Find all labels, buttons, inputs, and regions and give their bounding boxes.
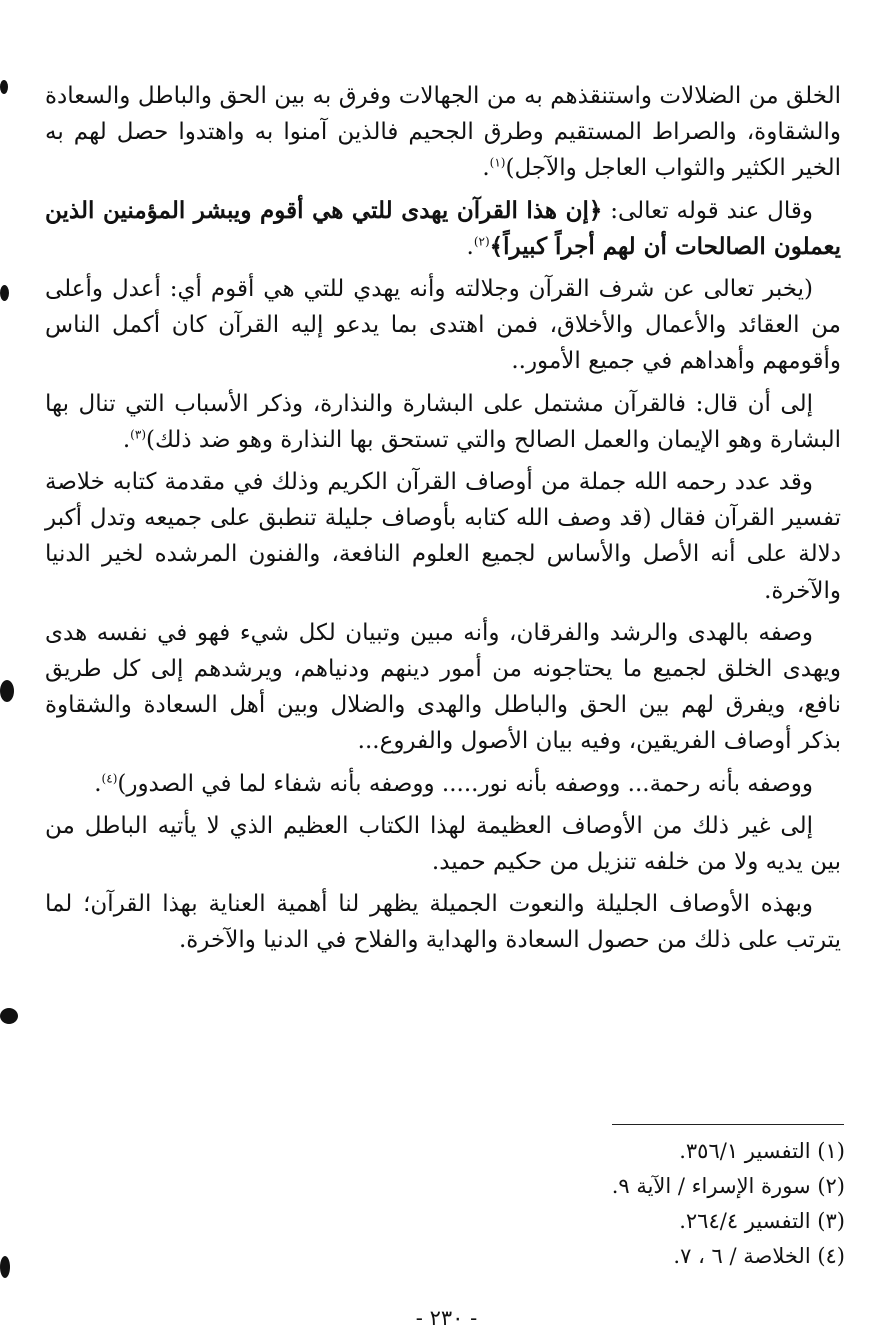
footnote-3: (٣) التفسير ٢٦٤/٤. — [679, 1209, 845, 1233]
footnotes — [345, 1134, 845, 1274]
scan-mark — [0, 285, 9, 301]
paragraph-5 — [45, 464, 841, 609]
paragraph-6 — [45, 615, 841, 760]
paragraph-8 — [45, 808, 841, 880]
scan-mark — [0, 1256, 10, 1278]
paragraph-text: (يخبر تعالى عن شرف القرآن وجلالته وأنه يهدي للتي هي أقوم أي: أعدل وأعلى من العقائد والأعمال والأخلاق، فمن اهتدى بما يدعو إليه القرآن كان أكمل الناس وأقومهم وأهداهم في جميع الأمور.. — [45, 276, 841, 375]
paragraph-text: وقال عند قوله تعالى: — [602, 197, 814, 224]
footnote-ref: (٤) — [101, 771, 118, 785]
paragraph-tail: . — [482, 155, 490, 182]
paragraph-text: إلى أن قال: فالقرآن مشتمل على البشارة والنذارة، وذكر الأسباب التي تنال بها البشارة وهو الإيمان والعمل الصالح والتي تستحق بها النذارة وهو ضد ذلك) — [45, 390, 841, 453]
scan-mark — [0, 80, 8, 94]
footnote-1: (١) التفسير ٣٥٦/١. — [679, 1139, 845, 1163]
paragraph-text: إلى غير ذلك من الأوصاف العظيمة لهذا الكتاب العظيم الذي لا يأتيه الباطل من بين يديه ولا من خلفه تنزيل من حكيم حميد. — [45, 812, 841, 876]
paragraph-text: وصفه بالهدى والرشد والفرقان، وأنه مبين وتبيان لكل شيء فهو في نفسه هدى ويهدى الخلق لجميع ما يحتاجونه من أمور دينهم ودنياهم، ويرشدهم إلى كل طريق نافع، ويفرق لهم بين الحق والباطل والهدى والضلال وبين أهل السعادة والشقاوة بذكر أوصاف الفريقين، وفيه بيان الأصول والفروع... — [45, 619, 841, 755]
paragraph-text: وبهذه الأوصاف الجليلة والنعوت الجميلة يظهر لنا أهمية العناية بهذا القرآن؛ لما يترتب على ذلك من حصول السعادة والهداية والفلاح في الدنيا والآخرة. — [45, 891, 841, 954]
footnote-2: (٢) سورة الإسراء / الآية ٩. — [611, 1174, 845, 1198]
body-text — [45, 78, 841, 965]
paragraph-3 — [45, 271, 841, 380]
paragraph-tail: . — [94, 770, 102, 797]
paragraph-9 — [45, 886, 841, 958]
footnote-ref: (٣) — [130, 427, 146, 442]
page-number: - ٢٣٠ - — [415, 1306, 478, 1330]
paragraph-tail: . — [466, 233, 474, 260]
paragraph-text: ووصفه بأنه رحمة... ووصفه بأنه نور..... ووصفه بأنه شفاء لما في الصدور) — [117, 770, 813, 797]
footnote-divider — [612, 1124, 844, 1125]
paragraph-text: وقد عدد رحمه الله جملة من أوصاف القرآن الكريم وذلك في مقدمة كتابه خلاصة تفسير القرآن فقال (قد وصف الله كتابه بأوصاف جليلة تنطبق على جميعه وتدل أكبر دلالة على أنه الأصل والأساس لجميع العلوم النافعة، والفنون المرشده لخير الدنيا والآخرة. — [45, 469, 841, 604]
scan-mark — [0, 680, 14, 702]
paragraph-7 — [45, 766, 841, 802]
paragraph-tail: . — [122, 426, 131, 453]
quran-verse: ﴿إن هذا القرآن يهدى للتي هي أقوم ويبشر المؤمنين الذين يعملون الصالحات أن لهم أجراً كبيراً﴾ — [45, 196, 841, 260]
footnote-4: (٤) الخلاصة / ٦ ، ٧. — [673, 1244, 845, 1268]
scan-mark — [0, 1008, 18, 1024]
paragraph-4 — [45, 386, 841, 458]
footnote-ref: (٢) — [473, 234, 490, 249]
footnote-ref: (١) — [489, 155, 506, 170]
paragraph-1 — [45, 78, 841, 187]
paragraph-text: الخلق من الضلالات واستنقذهم به من الجهالات وفرق به بين الحق والباطل والسعادة والشقاوة، والصراط المستقيم وطرق الجحيم فالذين آمنوا به واهتدوا حصل لهم به الخير الكثير والثواب العاجل والآجل) — [45, 83, 841, 182]
paragraph-2 — [45, 193, 841, 265]
